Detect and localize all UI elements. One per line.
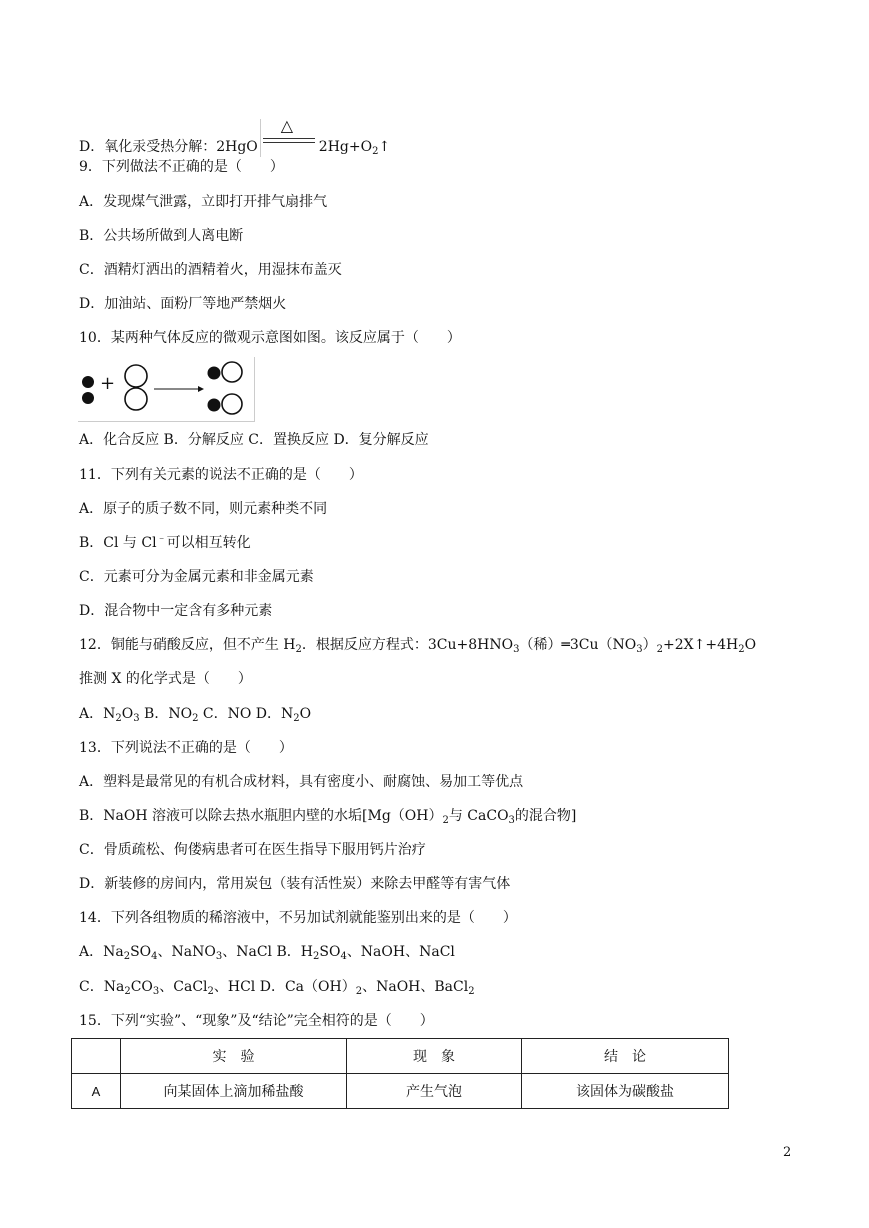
q12-sub-h2o: 2 xyxy=(738,644,745,655)
q14-c3: 、CaCl xyxy=(159,979,208,995)
q11-b-suffix: 可以相互转化 xyxy=(166,535,251,551)
arrow-head-icon xyxy=(198,386,204,392)
table-header-row xyxy=(72,1039,729,1074)
q9-option-b: B．公共场所做到人离电断 xyxy=(79,228,244,244)
q14-b-sub2: 4 xyxy=(340,951,347,962)
q8-d-arrow: ↑ xyxy=(378,139,391,155)
q13-option-a: A．塑料是最常见的有机合成材料，具有密度小、耐腐蚀、易加工等优点 xyxy=(79,774,524,790)
q8-d-products: 2Hg+O xyxy=(318,139,373,155)
q14-d-sub2: 2 xyxy=(468,986,475,997)
q12-a: 12．铜能与硝酸反应，但不产生 H xyxy=(79,637,296,653)
q9-stem: 9．下列做法不正确的是（ ） xyxy=(79,159,284,175)
q11-b-prefix: B．Cl 与 Cl xyxy=(79,535,157,551)
q14-a2: SO xyxy=(130,944,152,960)
table-header-cell xyxy=(72,1039,121,1074)
q12-opt-b: B．NO xyxy=(139,706,193,722)
q11-b-sup: ﹣ xyxy=(156,533,167,544)
heat-equals-sign xyxy=(260,116,317,157)
q9-option-a: A．发现煤气泄露，立即打开排气扇排气 xyxy=(79,194,328,210)
q14-c4: 、HCl D．Ca（OH） xyxy=(213,979,356,995)
q8-d-text: D．氧化汞受热分解：2HgO xyxy=(79,139,258,155)
table-header-cell: 结 论 xyxy=(522,1039,729,1074)
reaction-diagram xyxy=(78,357,255,422)
q12-opt-a-sub1: 2 xyxy=(115,713,122,724)
q12-stem2: 推测 X 的化学式是（ ） xyxy=(79,671,252,687)
q15-table xyxy=(71,1038,729,1109)
q13-stem: 13．下列说法不正确的是（ ） xyxy=(79,740,293,756)
q8-d-sub: 2 xyxy=(372,146,379,157)
product2-light-atom xyxy=(222,394,242,414)
q12-stem xyxy=(79,636,756,654)
q9-option-c: C．酒精灯洒出的酒精着火，用湿抹布盖灭 xyxy=(79,262,342,278)
atom-light-1 xyxy=(125,365,147,387)
q14-a1: A．Na xyxy=(79,944,124,960)
q12-sub-paren: 2 xyxy=(656,644,663,655)
reaction-diagram-svg xyxy=(78,357,254,421)
table-cell: 向某固体上滴加稀盐酸 xyxy=(121,1074,347,1109)
q14-a5: SO xyxy=(319,944,341,960)
atom-light-2 xyxy=(125,388,147,410)
q14-a4: 、NaCl B．H xyxy=(222,944,313,960)
table-cell: 产生气泡 xyxy=(347,1074,522,1109)
table-cell: 该固体为碳酸盐 xyxy=(522,1074,729,1109)
q14-c1: C．Na xyxy=(79,979,125,995)
q13-b-sub3: 3 xyxy=(508,815,515,826)
table-row xyxy=(72,1074,729,1109)
q14-a-sub2: 4 xyxy=(151,951,158,962)
q11-option-b xyxy=(79,534,251,552)
q11-option-d: D．混合物中一定含有多种元素 xyxy=(79,603,273,619)
atom-dark-2 xyxy=(82,392,94,404)
q12-opt-a: A．N xyxy=(79,706,116,722)
plus-sign: + xyxy=(100,373,116,394)
q10-stem: 10．某两种气体反应的微观示意图如图。该反应属于（ ） xyxy=(79,330,461,346)
q14-d-sub1: 2 xyxy=(355,986,363,997)
q12-e: +2X↑+4H xyxy=(663,637,739,653)
q12-sub-h2: 2 xyxy=(295,644,302,655)
q13-option-c: C．骨质疏松、佝偻病患者可在医生指导下服用钙片治疗 xyxy=(79,842,426,858)
atom-dark-1 xyxy=(82,376,94,388)
q14-stem: 14．下列各组物质的稀溶液中，不另加试剂就能鉴别出来的是（ ） xyxy=(79,910,517,926)
q12-options xyxy=(79,705,311,723)
q14-a-sub3: 3 xyxy=(215,951,223,962)
q14-b-sub1: 2 xyxy=(312,951,320,962)
q11-option-a: A．原子的质子数不同，则元素种类不同 xyxy=(79,501,328,517)
q12-d: ） xyxy=(642,637,657,653)
q11-stem: 11．下列有关元素的说法不正确的是（ ） xyxy=(79,467,363,483)
q12-opt-a-o: O xyxy=(121,706,134,722)
q14-a6: 、NaOH、NaCl xyxy=(346,944,455,960)
q9-option-d: D．加油站、面粉厂等地严禁烟火 xyxy=(79,296,287,312)
q14-options-ab xyxy=(79,943,455,961)
product1-light-atom xyxy=(222,362,242,382)
q12-opt-b-sub: 2 xyxy=(192,713,199,724)
q12-sub-hno3: 3 xyxy=(513,644,520,655)
q12-sub-no3: 3 xyxy=(636,644,643,655)
q8-option-d xyxy=(79,116,391,157)
q14-c-sub3: 2 xyxy=(207,986,214,997)
product2-dark-atom xyxy=(208,399,221,412)
table-header-cell: 现 象 xyxy=(347,1039,522,1074)
heat-triangle-icon: △ xyxy=(280,116,294,135)
q14-c-sub1: 2 xyxy=(124,986,131,997)
q14-options-cd xyxy=(79,978,475,996)
table-header-cell: 实 验 xyxy=(121,1039,347,1074)
q14-a-sub1: 2 xyxy=(123,951,131,962)
product1-dark-atom xyxy=(208,367,221,380)
q13-b-sub: 2 xyxy=(442,815,449,826)
table-cell: A xyxy=(72,1074,121,1109)
q14-c-sub2: 3 xyxy=(152,986,160,997)
q12-opt-d-o: O xyxy=(299,706,312,722)
q12-opt-a-sub2: 3 xyxy=(133,713,140,724)
q12-c: （稀）═3Cu（NO xyxy=(519,637,637,653)
q15-stem: 15．下列“实验”、“现象”及“结论”完全相符的是（ ） xyxy=(79,1013,434,1029)
page-number: 2 xyxy=(783,1145,792,1160)
q10-options: A．化合反应 B．分解反应 C．置换反应 D．复分解反应 xyxy=(79,432,429,448)
q12-f: O xyxy=(744,637,757,653)
q14-c2: CO xyxy=(130,979,153,995)
q12-opt-c: C．NO D．N xyxy=(198,706,294,722)
q14-c5: 、NaOH、BaCl xyxy=(362,979,469,995)
q12-opt-d-sub: 2 xyxy=(293,713,300,724)
q13-b-c: 的混合物] xyxy=(514,808,577,824)
q14-a3: 、NaNO xyxy=(157,944,216,960)
q11-option-c: C．元素可分为金属元素和非金属元素 xyxy=(79,569,314,585)
q12-b: ．根据反应方程式：3Cu+8HNO xyxy=(301,637,514,653)
q13-option-d: D．新装修的房间内，常用炭包（装有活性炭）来除去甲醛等有害气体 xyxy=(79,876,511,892)
q13-option-b xyxy=(79,807,576,825)
q13-b-a: B．NaOH 溶液可以除去热水瓶胆内壁的水垢[Mg（OH） xyxy=(79,808,443,824)
q13-b-b: 与 CaCO xyxy=(448,808,509,824)
